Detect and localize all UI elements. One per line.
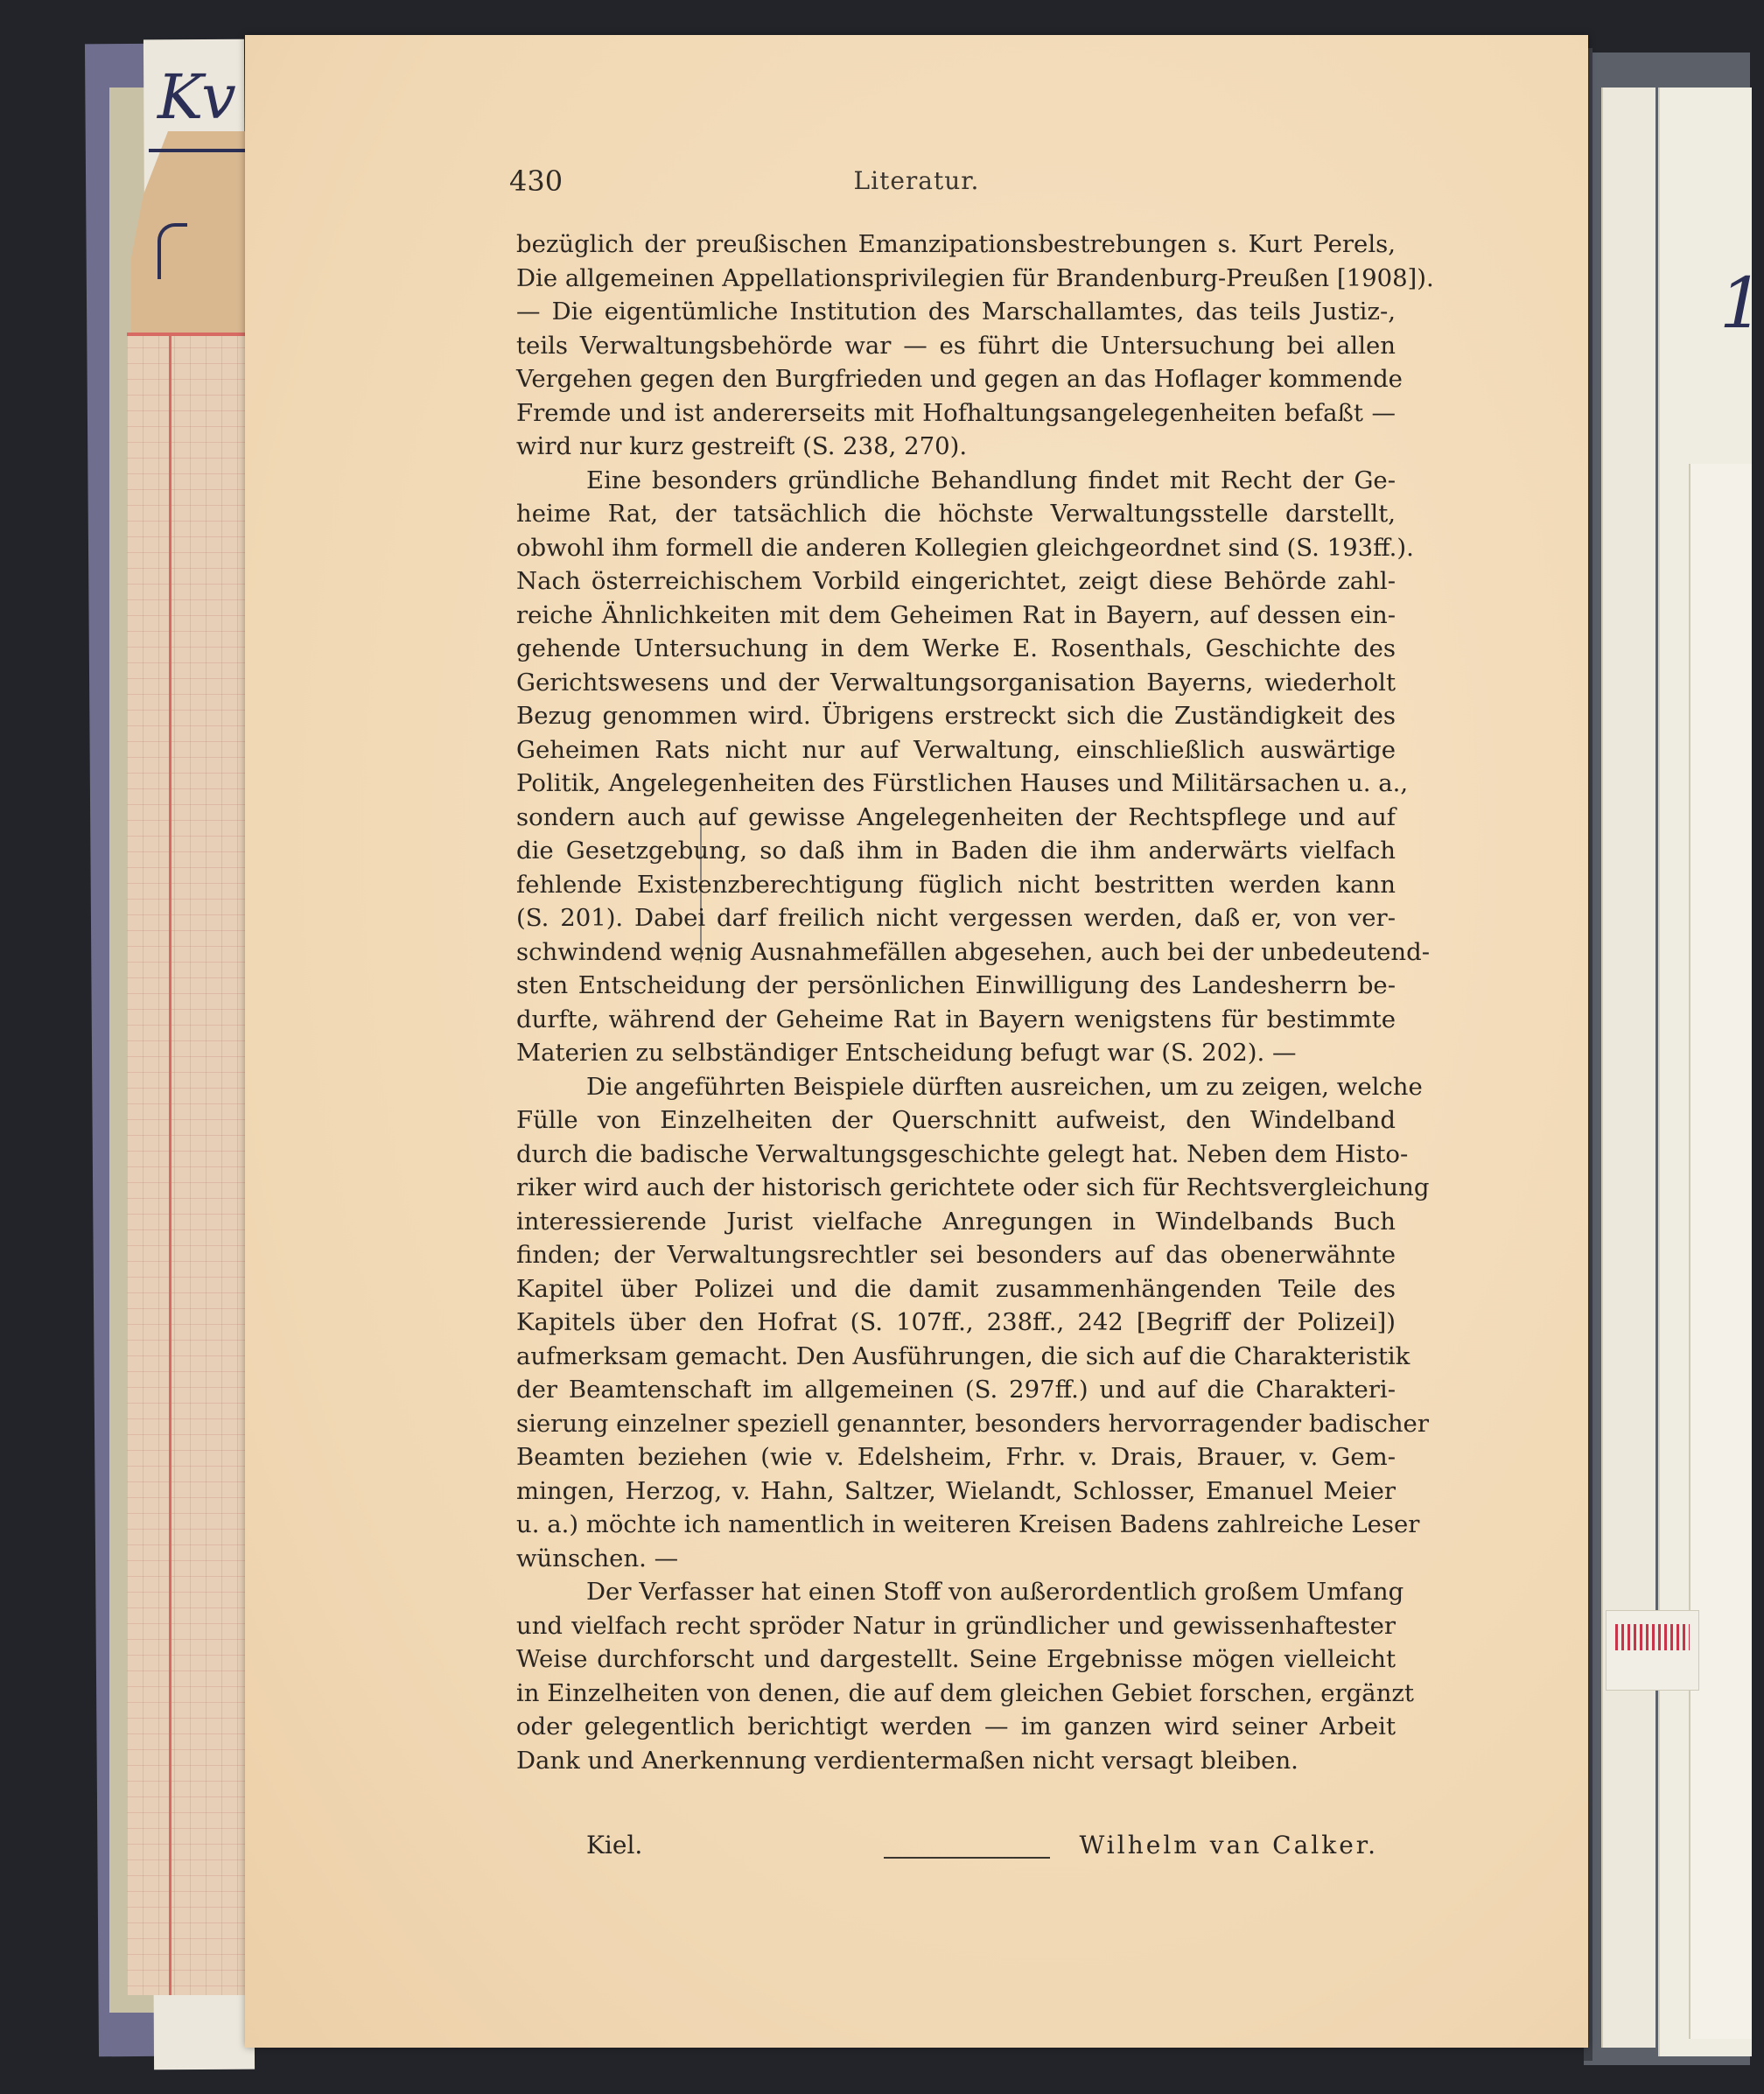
text-line: heime Rat, der tatsächlich die höchste Verwaltungsstelle darstellt,	[516, 500, 1396, 528]
text-line: teils Verwaltungsbehörde war — es führt die Untersuchung bei allen	[516, 331, 1396, 360]
text-line: Dank und Anerkennung verdientermaßen nicht versagt bleiben.	[516, 1746, 1298, 1775]
text-line: Materien zu selbständiger Entscheidung befugt war (S. 202). —	[516, 1039, 1297, 1067]
text-line: durfte, während der Geheime Rat in Bayern wenigstens für bestimmte	[516, 1005, 1396, 1033]
signature-rule	[884, 1857, 1050, 1859]
text-line: (S. 201). Dabei darf freilich nicht vergessen werden, daß er, von ver-	[516, 904, 1396, 932]
text-line: Kapitel über Polizei und die damit zusammenhängenden Teile des	[516, 1274, 1396, 1303]
text-line: Weise durchforscht und dargestellt. Seine Ergebnisse mögen vielleicht	[516, 1645, 1396, 1673]
signature-block	[516, 1831, 1396, 1866]
text-line: Die angeführten Beispiele dürften ausreichen, um zu zeigen, welche	[586, 1072, 1423, 1101]
handwritten-underline	[149, 149, 245, 152]
text-line: Politik, Angelegenheiten des Fürstlichen Hauses und Militärsachen u. a.,	[516, 769, 1409, 797]
text-line: und vielfach recht spröder Natur in gründlicher und gewissenhaftester	[516, 1611, 1396, 1640]
text-line: sten Entscheidung der persönlichen Einwilligung des Landesherrn be-	[516, 971, 1396, 999]
text-line: Eine besonders gründliche Behandlung findet mit Recht der Ge-	[586, 466, 1396, 494]
barcode-stripes	[1615, 1624, 1690, 1650]
handwritten-folder-label: Kv	[158, 61, 234, 133]
text-line: mingen, Herzog, v. Hahn, Saltzer, Wielandt, Schlosser, Emanuel Meier	[516, 1476, 1396, 1505]
text-line: reiche Ähnlichkeiten mit dem Geheimen Rat in Bayern, auf dessen ein-	[516, 600, 1396, 629]
text-line: Bezug genommen wird. Übrigens erstreckt sich die Zuständigkeit des	[516, 702, 1396, 730]
text-line: finden; der Verwaltungsrechtler sei besonders auf das obenerwähnte	[516, 1241, 1396, 1269]
handwritten-bracket-mark	[158, 223, 187, 279]
right-stack-sheet	[1689, 464, 1752, 2039]
text-line: sierung einzelner speziell genannter, besonders hervorragender badischer	[516, 1409, 1429, 1438]
right-handwriting-mark: 1	[1719, 263, 1764, 344]
text-line: Beamten beziehen (wie v. Edelsheim, Frhr. v. Drais, Brauer, v. Gem-	[516, 1443, 1396, 1471]
text-line: wird nur kurz gestreift (S. 238, 270).	[516, 432, 968, 460]
text-line: interessierende Jurist vielfache Anregungen in Windelbands Buch	[516, 1207, 1396, 1236]
text-line: Der Verfasser hat einen Stoff von außerordentlich großem Umfang	[586, 1578, 1404, 1606]
text-line: aufmerksam gemacht. Den Ausführungen, die sich auf die Charakteristik	[516, 1341, 1410, 1370]
body-text	[516, 228, 1434, 1777]
text-line: Fülle von Einzelheiten der Querschnitt aufweist, den Windelband	[516, 1106, 1396, 1134]
text-line: der Beamtenschaft im allgemeinen (S. 297ff.) und auf die Charakteri-	[516, 1376, 1396, 1404]
text-line: schwindend wenig Ausnahmefällen abgesehen, auch bei der unbedeutend-	[516, 937, 1431, 966]
barcode-tag	[1606, 1610, 1699, 1691]
text-line: Kapitels über den Hofrat (S. 107ff., 238ff., 242 [Begriff der Polizei])	[516, 1308, 1396, 1336]
text-line: riker wird auch der historisch gerichtete oder sich für Rechtsvergleichung	[516, 1173, 1430, 1201]
text-line: durch die badische Verwaltungsgeschichte gelegt hat. Neben dem Histo-	[516, 1139, 1409, 1168]
text-line: obwohl ihm formell die anderen Kollegien gleichgeordnet sind (S. 193ff.).	[516, 533, 1414, 562]
text-line: Gerichtswesens und der Verwaltungsorganisation Bayerns, wiederholt	[516, 668, 1396, 697]
right-stack-sheet	[1601, 88, 1656, 2048]
printed-page	[245, 35, 1588, 2048]
text-line: oder gelegentlich berichtigt werden — im ganzen wird seiner Arbeit	[516, 1712, 1396, 1740]
text-line: die Gesetzgebung, so daß ihm in Baden die ihm anderwärts vielfach	[516, 837, 1396, 865]
signature-author: Wilhelm van Calker.	[1079, 1831, 1378, 1859]
page-number: 430	[509, 165, 564, 198]
text-line: u. a.) möchte ich namentlich in weiteren Kreisen Badens zahlreiche Leser	[516, 1510, 1420, 1538]
graph-paper-margin-rule	[169, 333, 172, 1995]
text-line: wünschen. —	[516, 1544, 679, 1572]
text-line: in Einzelheiten von denen, die auf dem gleichen Gebiet forschen, ergänzt	[516, 1678, 1414, 1707]
text-line: Fremde und ist andererseits mit Hofhaltungsangelegenheiten befaßt —	[516, 398, 1396, 427]
running-title: Literatur.	[853, 166, 980, 195]
text-line: gehende Untersuchung in dem Werke E. Rosenthals, Geschichte des	[516, 634, 1396, 662]
signature-place: Kiel.	[586, 1831, 643, 1859]
text-line: bezüglich der preußischen Emanzipationsbestrebungen s. Kurt Perels,	[516, 230, 1396, 258]
running-header	[245, 165, 1588, 208]
text-line: Geheimen Rats nicht nur auf Verwaltung, einschließlich auswärtige	[516, 735, 1396, 764]
graph-paper-top-rule	[127, 333, 254, 336]
text-line: — Die eigentümliche Institution des Marschallamtes, das teils Justiz-,	[516, 298, 1396, 326]
text-line: sondern auch auf gewisse Angelegenheiten der Rechtspflege und auf	[516, 802, 1396, 831]
graph-paper-sheet	[127, 333, 254, 1995]
text-line: Die allgemeinen Appellationsprivilegien für Brandenburg-Preußen [1908]).	[516, 263, 1434, 292]
text-line: fehlende Existenzberechtigung füglich nicht bestritten werden kann	[516, 870, 1396, 899]
text-line: Vergehen gegen den Burgfrieden und gegen an das Hoflager kommende	[516, 365, 1403, 393]
text-line: Nach österreichischem Vorbild eingerichtet, zeigt diese Behörde zahl-	[516, 567, 1396, 595]
